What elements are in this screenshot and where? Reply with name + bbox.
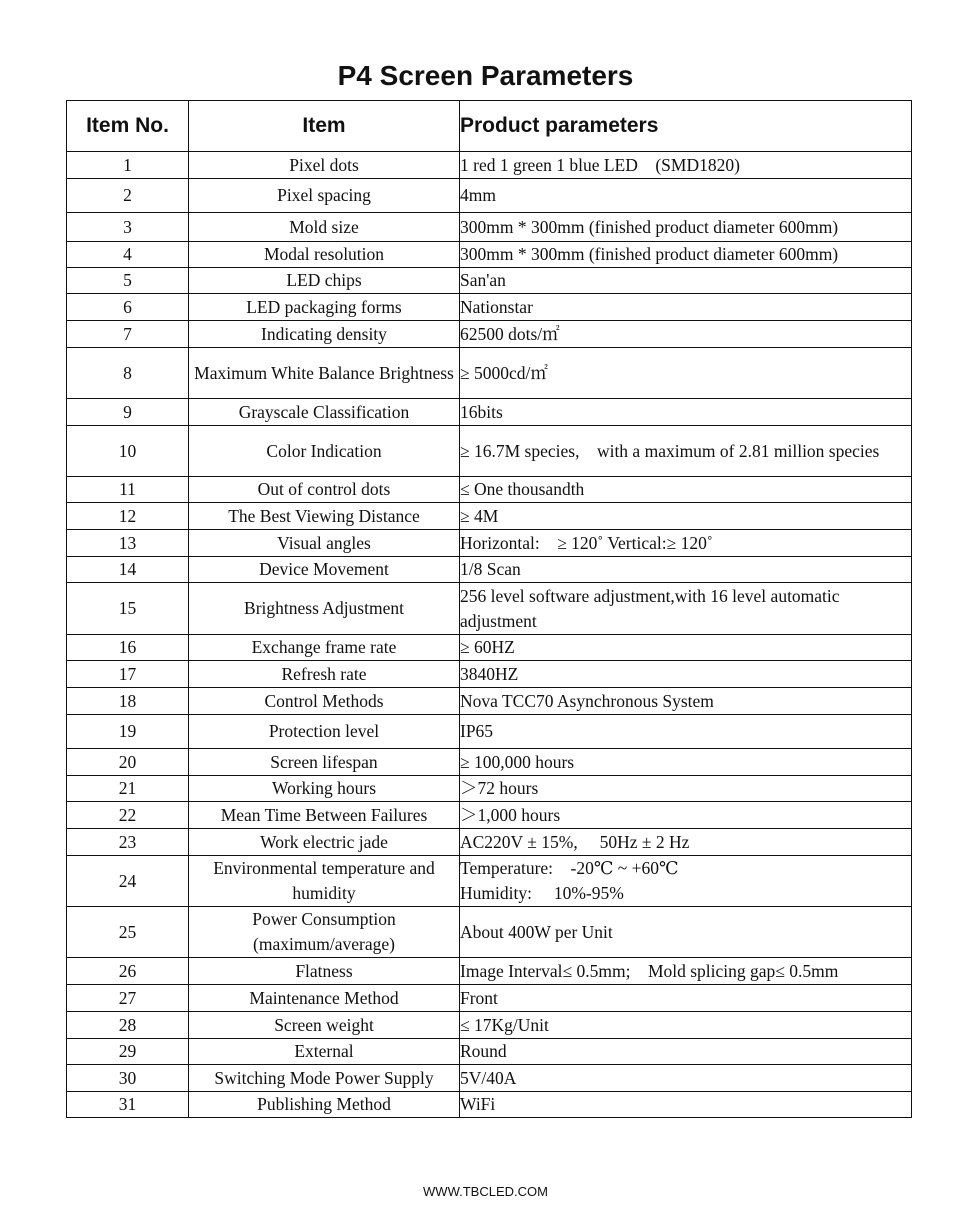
product-parameter-cell: ≥ 60HZ	[460, 635, 912, 661]
item-number-cell: 19	[67, 715, 189, 749]
item-number-cell: 22	[67, 802, 189, 829]
item-name-cell: Work electric jade	[189, 829, 460, 856]
table-row	[67, 749, 912, 776]
product-parameter-cell: 256 level software adjustment,with 16 level automatic adjustment	[460, 583, 912, 635]
table-row	[67, 213, 912, 242]
table-row	[67, 294, 912, 321]
item-number-cell: 20	[67, 749, 189, 776]
item-name-cell: Publishing Method	[189, 1092, 460, 1118]
item-number-cell: 25	[67, 907, 189, 958]
item-name-cell: Pixel dots	[189, 152, 460, 179]
product-parameter-cell: 1/8 Scan	[460, 557, 912, 583]
item-name-cell: Working hours	[189, 776, 460, 802]
product-parameter-cell: Front	[460, 985, 912, 1012]
item-name-cell: Visual angles	[189, 530, 460, 557]
table-row	[67, 321, 912, 348]
product-parameter-cell: AC220V ± 15%, 50Hz ± 2 Hz	[460, 829, 912, 856]
item-name-cell: The Best Viewing Distance	[189, 503, 460, 530]
item-name-cell: Switching Mode Power Supply	[189, 1065, 460, 1092]
table-row	[67, 1039, 912, 1065]
product-parameter-cell: San'an	[460, 268, 912, 294]
table-row	[67, 776, 912, 802]
item-name-cell: External	[189, 1039, 460, 1065]
item-name-cell: Power Consumption (maximum/average)	[189, 907, 460, 958]
product-parameter-cell: ≥ 5000cd/㎡	[460, 348, 912, 399]
product-parameter-cell: 5V/40A	[460, 1065, 912, 1092]
table-row	[67, 503, 912, 530]
footer-website: WWW.TBCLED.COM	[423, 1184, 548, 1199]
item-name-cell: Pixel spacing	[189, 179, 460, 213]
parameters-table	[66, 100, 912, 1118]
item-number-cell: 2	[67, 179, 189, 213]
item-number-cell: 13	[67, 530, 189, 557]
item-name-cell: Protection level	[189, 715, 460, 749]
item-number-cell: 28	[67, 1012, 189, 1039]
item-name-cell: Brightness Adjustment	[189, 583, 460, 635]
table-row	[67, 426, 912, 477]
parameter-line: Temperature: -20℃ ~ +60℃	[460, 858, 679, 878]
item-name-cell: Mold size	[189, 213, 460, 242]
item-number-cell: 30	[67, 1065, 189, 1092]
item-number-cell: 17	[67, 661, 189, 688]
product-parameter-cell: Round	[460, 1039, 912, 1065]
table-row	[67, 530, 912, 557]
table-row	[67, 399, 912, 426]
header-item-no: Item No.	[67, 101, 189, 152]
table-row	[67, 688, 912, 715]
item-number-cell: 31	[67, 1092, 189, 1118]
table-row	[67, 1012, 912, 1039]
product-parameter-cell: ≤ One thousandth	[460, 477, 912, 503]
item-name-cell: Out of control dots	[189, 477, 460, 503]
product-parameter-cell: 300mm * 300mm (finished product diameter 600mm)	[460, 242, 912, 268]
item-name-cell: Screen lifespan	[189, 749, 460, 776]
item-number-cell: 6	[67, 294, 189, 321]
table-header-row	[67, 101, 912, 152]
page-title: P4 Screen Parameters	[337, 60, 634, 91]
item-number-cell: 15	[67, 583, 189, 635]
product-parameter-cell: About 400W per Unit	[460, 907, 912, 958]
item-number-cell: 27	[67, 985, 189, 1012]
product-parameter-cell: Horizontal: ≥ 120˚ Vertical:≥ 120˚	[460, 530, 912, 557]
table-row	[67, 242, 912, 268]
table-body	[67, 152, 912, 1118]
product-parameter-cell: 1 red 1 green 1 blue LED (SMD1820)	[460, 152, 912, 179]
item-number-cell: 1	[67, 152, 189, 179]
product-parameter-cell: ＞1,000 hours	[460, 802, 912, 829]
table-row	[67, 856, 912, 907]
product-parameter-cell: Image Interval≤ 0.5mm; Mold splicing gap≤ 0.5mm	[460, 958, 912, 985]
product-parameter-cell: Nationstar	[460, 294, 912, 321]
item-name-cell: Modal resolution	[189, 242, 460, 268]
table-row	[67, 1065, 912, 1092]
table-row	[67, 661, 912, 688]
item-name-cell: Grayscale Classification	[189, 399, 460, 426]
item-name-cell: Maintenance Method	[189, 985, 460, 1012]
table-row	[67, 985, 912, 1012]
item-number-cell: 12	[67, 503, 189, 530]
item-number-cell: 10	[67, 426, 189, 477]
item-name-cell: LED chips	[189, 268, 460, 294]
parameter-line: Humidity: 10%-95%	[460, 883, 624, 903]
table-row	[67, 583, 912, 635]
item-name-cell: Flatness	[189, 958, 460, 985]
product-parameter-cell: 62500 dots/㎡	[460, 321, 912, 348]
table-row	[67, 802, 912, 829]
item-number-cell: 11	[67, 477, 189, 503]
product-parameter-cell: Nova TCC70 Asynchronous System	[460, 688, 912, 715]
table-row	[67, 1092, 912, 1118]
product-parameter-cell: ≤ 17Kg/Unit	[460, 1012, 912, 1039]
item-name-cell: Refresh rate	[189, 661, 460, 688]
table-row	[67, 958, 912, 985]
table-row	[67, 152, 912, 179]
product-parameter-cell: 4mm	[460, 179, 912, 213]
item-name-cell: Maximum White Balance Brightness	[189, 348, 460, 399]
item-number-cell: 16	[67, 635, 189, 661]
item-number-cell: 24	[67, 856, 189, 907]
item-name-cell: Exchange frame rate	[189, 635, 460, 661]
item-number-cell: 23	[67, 829, 189, 856]
product-parameter-cell: ＞72 hours	[460, 776, 912, 802]
table-row	[67, 179, 912, 213]
item-number-cell: 9	[67, 399, 189, 426]
item-number-cell: 3	[67, 213, 189, 242]
item-name-cell: Environmental temperature and humidity	[189, 856, 460, 907]
product-parameter-cell: ≥ 4M	[460, 503, 912, 530]
table-row	[67, 715, 912, 749]
item-name-cell: Color Indication	[189, 426, 460, 477]
table-row	[67, 557, 912, 583]
item-number-cell: 18	[67, 688, 189, 715]
item-name-cell: Mean Time Between Failures	[189, 802, 460, 829]
table-row	[67, 635, 912, 661]
table-row	[67, 477, 912, 503]
table-row	[67, 829, 912, 856]
item-number-cell: 14	[67, 557, 189, 583]
item-name-cell: Screen weight	[189, 1012, 460, 1039]
product-parameter-cell: WiFi	[460, 1092, 912, 1118]
item-name-cell: Device Movement	[189, 557, 460, 583]
product-parameter-cell: ≥ 16.7M species, with a maximum of 2.81 million species	[460, 426, 912, 477]
item-number-cell: 4	[67, 242, 189, 268]
table-row	[67, 348, 912, 399]
header-item: Item	[189, 101, 460, 152]
product-parameter-cell: 3840HZ	[460, 661, 912, 688]
product-parameter-cell	[460, 856, 912, 907]
product-parameter-cell: 300mm * 300mm (finished product diameter 600mm)	[460, 213, 912, 242]
item-number-cell: 7	[67, 321, 189, 348]
table-row	[67, 268, 912, 294]
item-number-cell: 21	[67, 776, 189, 802]
product-parameter-cell: IP65	[460, 715, 912, 749]
product-parameter-cell: ≥ 100,000 hours	[460, 749, 912, 776]
header-product-parameters: Product parameters	[460, 101, 912, 152]
item-number-cell: 5	[67, 268, 189, 294]
item-name-cell: LED packaging forms	[189, 294, 460, 321]
item-number-cell: 29	[67, 1039, 189, 1065]
product-parameter-cell: 16bits	[460, 399, 912, 426]
item-number-cell: 26	[67, 958, 189, 985]
item-number-cell: 8	[67, 348, 189, 399]
item-name-cell: Indicating density	[189, 321, 460, 348]
table-row	[67, 907, 912, 958]
item-name-cell: Control Methods	[189, 688, 460, 715]
